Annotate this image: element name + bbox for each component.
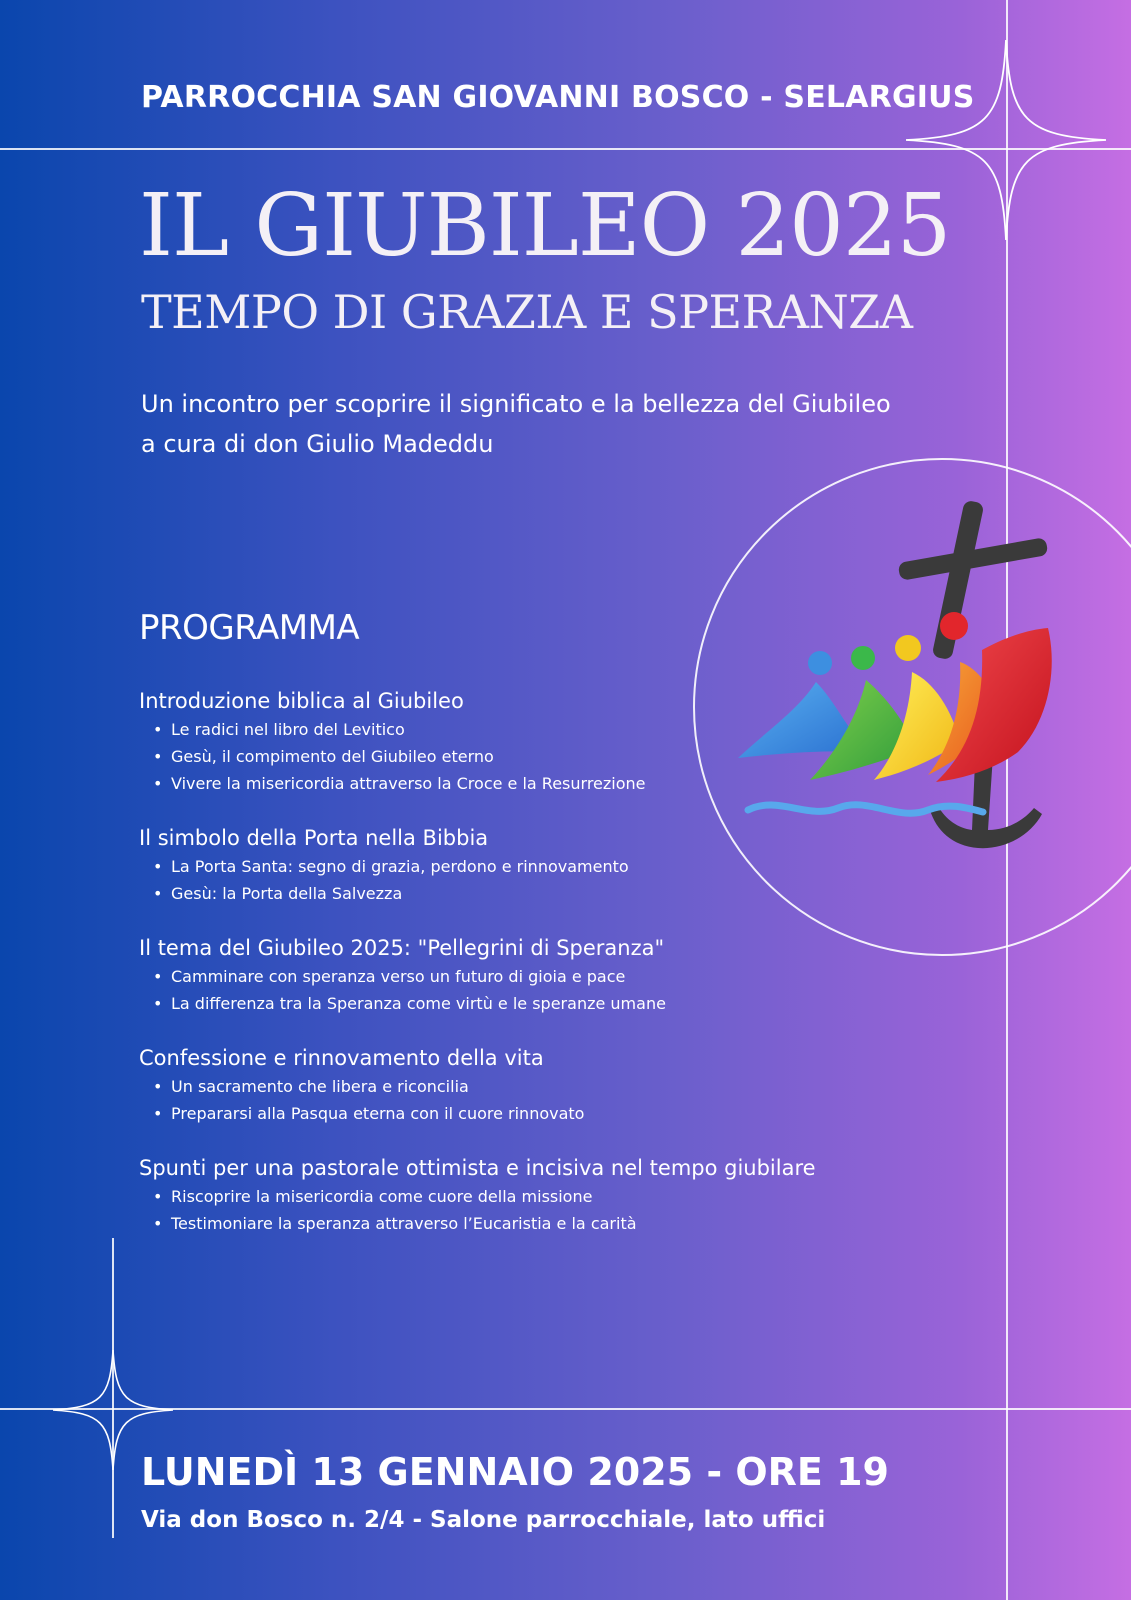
program-item-list (139, 1073, 839, 1127)
intro-text (141, 384, 961, 464)
program-item: • Le radici nel libro del Levitico (153, 716, 839, 743)
program-item-list (139, 1183, 839, 1237)
program-section (139, 1153, 839, 1237)
program-item-list (139, 963, 839, 1017)
intro-line: a cura di don Giulio Madeddu (141, 430, 494, 458)
intro-line: Un incontro per scoprire il significato e la bellezza del Giubileo (141, 390, 891, 418)
page-subtitle: TEMPO DI GRAZIA E SPERANZA (141, 285, 913, 339)
program-item: • Riscoprire la misericordia come cuore della missione (153, 1183, 839, 1210)
program-item: • La differenza tra la Speranza come virtù e le speranze umane (153, 990, 839, 1017)
program-section-title: Confessione e rinnovamento della vita (139, 1046, 544, 1070)
program-item: • Un sacramento che libera e riconcilia (153, 1073, 839, 1100)
event-date: LUNEDÌ 13 GENNAIO 2025 - ORE 19 (141, 1450, 889, 1494)
program-item: • Prepararsi alla Pasqua eterna con il cuore rinnovato (153, 1100, 839, 1127)
program-section-title: Spunti per una pastorale ottimista e incisiva nel tempo giubilare (139, 1156, 816, 1180)
program-section (139, 933, 839, 1017)
program-item: • La Porta Santa: segno di grazia, perdono e rinnovamento (153, 853, 839, 880)
event-venue: Via don Bosco n. 2/4 - Salone parrocchiale, lato uffici (141, 1507, 826, 1533)
program-item: • Gesù: la Porta della Salvezza (153, 880, 839, 907)
page-title: IL GIUBILEO 2025 (139, 176, 951, 276)
program-item: • Camminare con speranza verso un futuro di gioia e pace (153, 963, 839, 990)
program-item: • Testimoniare la speranza attraverso l’Eucaristia e la carità (153, 1210, 839, 1237)
program-section-title: Introduzione biblica al Giubileo (139, 689, 464, 713)
program-section-title: Il tema del Giubileo 2025: "Pellegrini di Speranza" (139, 936, 665, 960)
parish-name: PARROCCHIA SAN GIOVANNI BOSCO - SELARGIUS (141, 80, 975, 115)
program-section-title: Il simbolo della Porta nella Bibbia (139, 826, 489, 850)
program-item-list (139, 853, 839, 907)
program-item: • Vivere la misericordia attraverso la Croce e la Resurrezione (153, 770, 839, 797)
program-heading: PROGRAMMA (139, 608, 360, 648)
program-section (139, 1043, 839, 1127)
jubilee-2025-logo-icon (738, 490, 1078, 870)
program-item: • Gesù, il compimento del Giubileo eterno (153, 743, 839, 770)
